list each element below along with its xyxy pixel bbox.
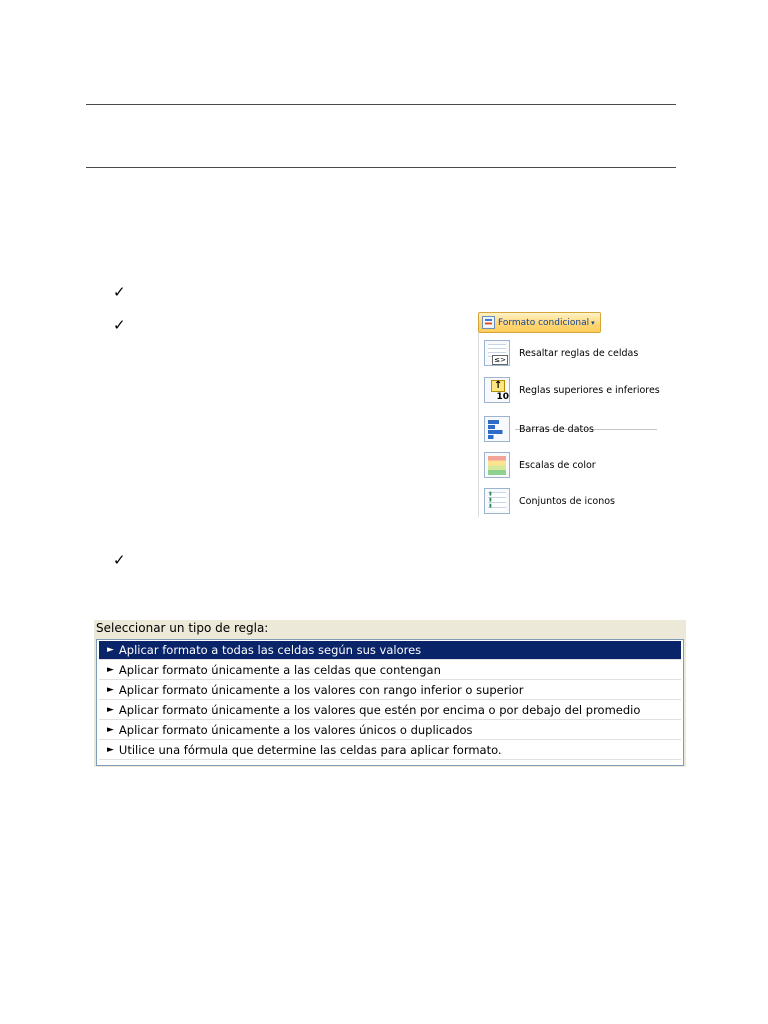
checkmark-icon: ✓ xyxy=(113,283,126,301)
play-arrow-icon: ► xyxy=(107,745,114,755)
conditional-formatting-icon xyxy=(482,316,495,329)
rule-type-label: Aplicar formato únicamente a las celdas que contengan xyxy=(118,663,441,677)
menu-item-label: Reglas superiores e inferiores xyxy=(519,384,660,396)
rule-type-item[interactable] xyxy=(99,681,681,700)
rule-type-label: Aplicar formato únicamente a los valores únicos o duplicados xyxy=(118,723,473,737)
conditional-formatting-button[interactable] xyxy=(478,312,601,333)
menu-item-label: Conjuntos de iconos xyxy=(519,495,616,507)
color-scales-icon xyxy=(484,452,510,478)
top-rule xyxy=(86,104,676,105)
play-arrow-icon: ► xyxy=(107,725,114,735)
icon-sets-icon xyxy=(484,488,510,514)
rule-type-title: Seleccionar un tipo de regla: xyxy=(96,621,269,635)
rule-type-item[interactable] xyxy=(99,721,681,740)
menu-item-label: Escalas de color xyxy=(519,459,596,471)
conditional-formatting-dropdown xyxy=(478,333,660,517)
menu-item-label: Resaltar reglas de celdas xyxy=(519,347,639,359)
conditional-formatting-label: Formato condicional xyxy=(498,317,590,328)
play-arrow-icon: ► xyxy=(107,705,114,715)
rule-type-dialog xyxy=(94,620,686,767)
checkmark-icon: ✓ xyxy=(113,551,126,569)
play-arrow-icon: ► xyxy=(107,665,114,675)
rule-type-list xyxy=(96,639,684,766)
rule-type-label: Aplicar formato únicamente a los valores con rango inferior o superior xyxy=(118,683,524,697)
conditional-formatting-menu xyxy=(478,312,660,517)
menu-item-top-bottom-rules[interactable] xyxy=(484,376,660,404)
menu-item-highlight-cells-rules[interactable] xyxy=(484,339,638,367)
menu-item-data-bars[interactable] xyxy=(484,415,594,443)
highlight-cells-rules-icon xyxy=(484,340,510,366)
play-arrow-icon: ► xyxy=(107,685,114,695)
dropdown-arrow-icon: ▾ xyxy=(591,318,595,327)
checkmark-icon: ✓ xyxy=(113,316,126,334)
data-bars-icon xyxy=(484,416,510,442)
rule-type-item[interactable] xyxy=(99,741,681,760)
rule-type-label: Aplicar formato únicamente a los valores que estén por encima o por debajo del promedio xyxy=(118,703,641,717)
play-arrow-icon: ► xyxy=(107,645,114,655)
rule-type-item[interactable] xyxy=(99,641,681,660)
bottom-rule xyxy=(86,167,676,168)
menu-item-icon-sets[interactable] xyxy=(484,487,615,515)
menu-item-color-scales[interactable] xyxy=(484,451,596,479)
rule-type-item[interactable] xyxy=(99,701,681,720)
menu-item-label: Barras de datos xyxy=(519,423,595,435)
rule-type-label: Aplicar formato a todas las celdas según sus valores xyxy=(118,643,422,657)
rule-type-item[interactable] xyxy=(99,661,681,680)
top-bottom-rules-icon xyxy=(484,377,510,403)
rule-type-label: Utilice una fórmula que determine las celdas para aplicar formato. xyxy=(118,743,502,757)
